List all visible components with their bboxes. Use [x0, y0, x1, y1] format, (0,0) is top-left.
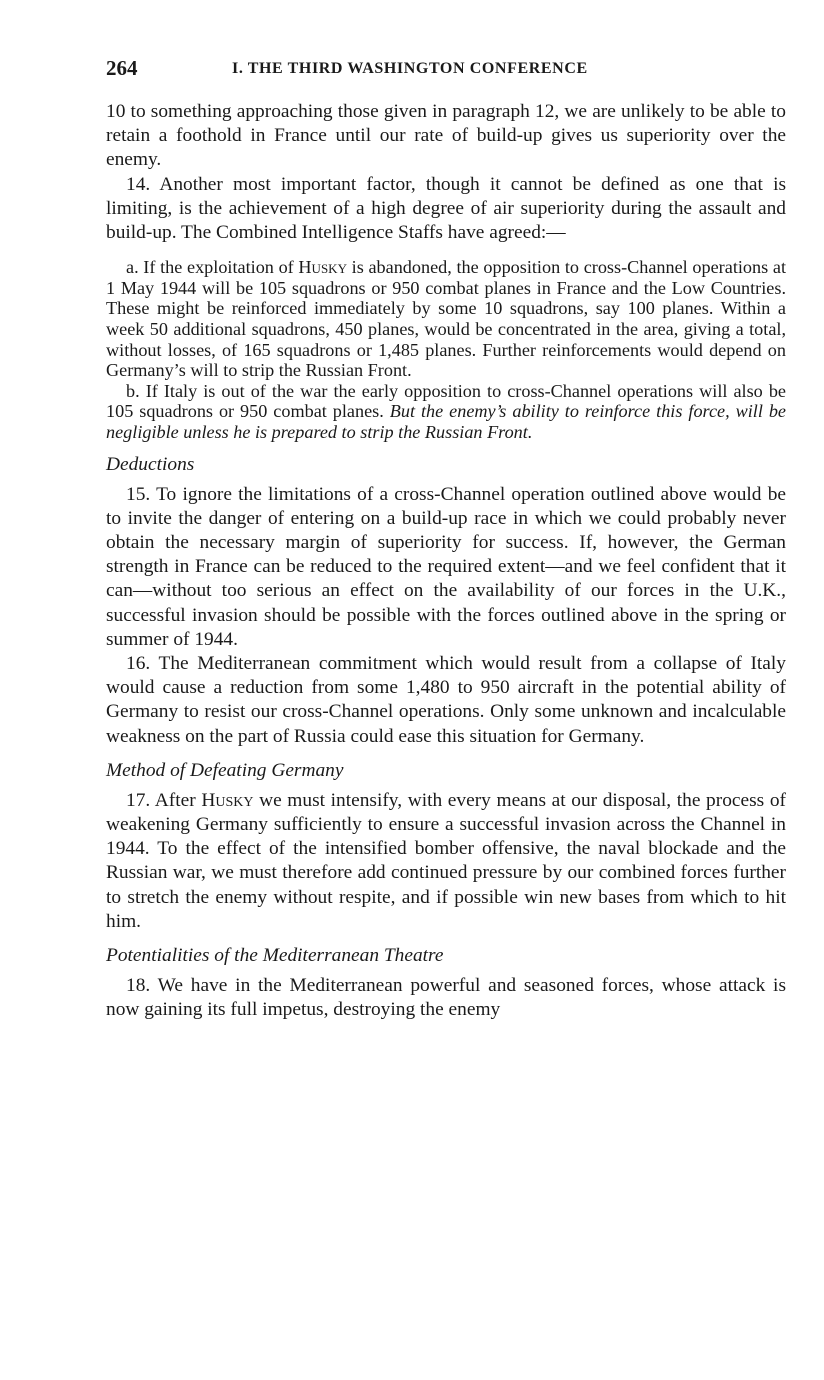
paragraph-16: 16. The Mediterranean commitment which would result from a collapse of Italy would cause a reduction from some 1,480 to 950 aircraft in the potential ability of Germany to resist our cross-Channel operations. Only some unknown and incalculable weakness on the part of Russia could ease this situation for Germany.: [106, 652, 786, 747]
paragraph-17-text: we must intensify, with every means at our disposal, the process of weakening Germany sufficiently to ensure a successful invasion across the Channel in 1944. To the effect of the intensified bomber offensive, the naval blockade and the Russian war, we must therefore add continued pressure by our combined forces further to stretch the enemy without respite, and if possible win new bases from which to hit him.: [106, 789, 786, 932]
paragraph-15: 15. To ignore the limitations of a cross-Channel operation outlined above would be to invite the danger of entering on a build-up race in which we could probably never obtain the necessary margin of superiority for success. If, however, the German strength in France can be reduced to the required extent—and we feel confident that it can—without too serious an effect on the availability of our forces in the U.K., successful invasion should be possible with the forces outlined above in the spring or summer of 1944.: [106, 483, 786, 650]
subparagraph-b-text: b. If Italy is out of the war the early opposition to cross-Channel operations will also be 105 squadrons or 950 combat planes.: [106, 380, 786, 422]
section-heading-method: Method of Defeating Germany: [106, 759, 344, 781]
section-heading-potentialities: Potentialities of the Mediterranean Theatre: [106, 945, 444, 967]
running-header: [106, 56, 786, 86]
section-heading-deductions: Deductions: [106, 453, 195, 475]
paragraph-continuation: 10 to something approaching those given in paragraph 12, we are unlikely to be able to retain a foothold in France until our rate of build-up gives us superiority over the enemy.: [106, 101, 786, 171]
subparagraph-a: [106, 257, 786, 381]
paragraph-17: [106, 789, 786, 934]
page-number: 264: [106, 56, 138, 80]
paragraph-17-lead: 17. After: [126, 789, 202, 811]
document-page: [106, 56, 786, 1022]
subparagraph-b-italic: But the enemy’s ability to reinforce this force, will be negligible unless he is prepared to strip the Russian Front.: [106, 401, 787, 442]
paragraph-14: 14. Another most important factor, though it cannot be defined as one that is limiting, is the achievement of a high degree of air superiority during the assault and build-up. The Combined Intelligence Staffs have agreed:—: [106, 173, 786, 244]
operation-husky-2: Husky: [201, 789, 254, 811]
subparagraph-b: [106, 381, 786, 443]
operation-husky: Husky: [298, 257, 347, 278]
running-title: I. THE THIRD WASHINGTON CONFERENCE: [232, 60, 588, 77]
subparagraph-a-text: is abandoned, the opposition to cross-Channel operations at 1 May 1944 will be 105 squadrons or 950 combat planes in France and the Low Countries. These might be reinforced immediately by some 10 squadrons, say 100 planes. Within a week 50 additional squadrons, 450 planes, would be concentrated in the area, giving a total, without losses, of 165 squadrons or 1,485 planes. Further reinforcements would depend on Germany’s will to strip the Russian Front.: [106, 257, 786, 381]
subparagraph-a-lead: a. If the exploitation of: [126, 257, 299, 278]
paragraph-18: 18. We have in the Mediterranean powerful and seasoned forces, whose attack is now gaining its full impetus, destroying the enemy: [106, 975, 786, 1021]
